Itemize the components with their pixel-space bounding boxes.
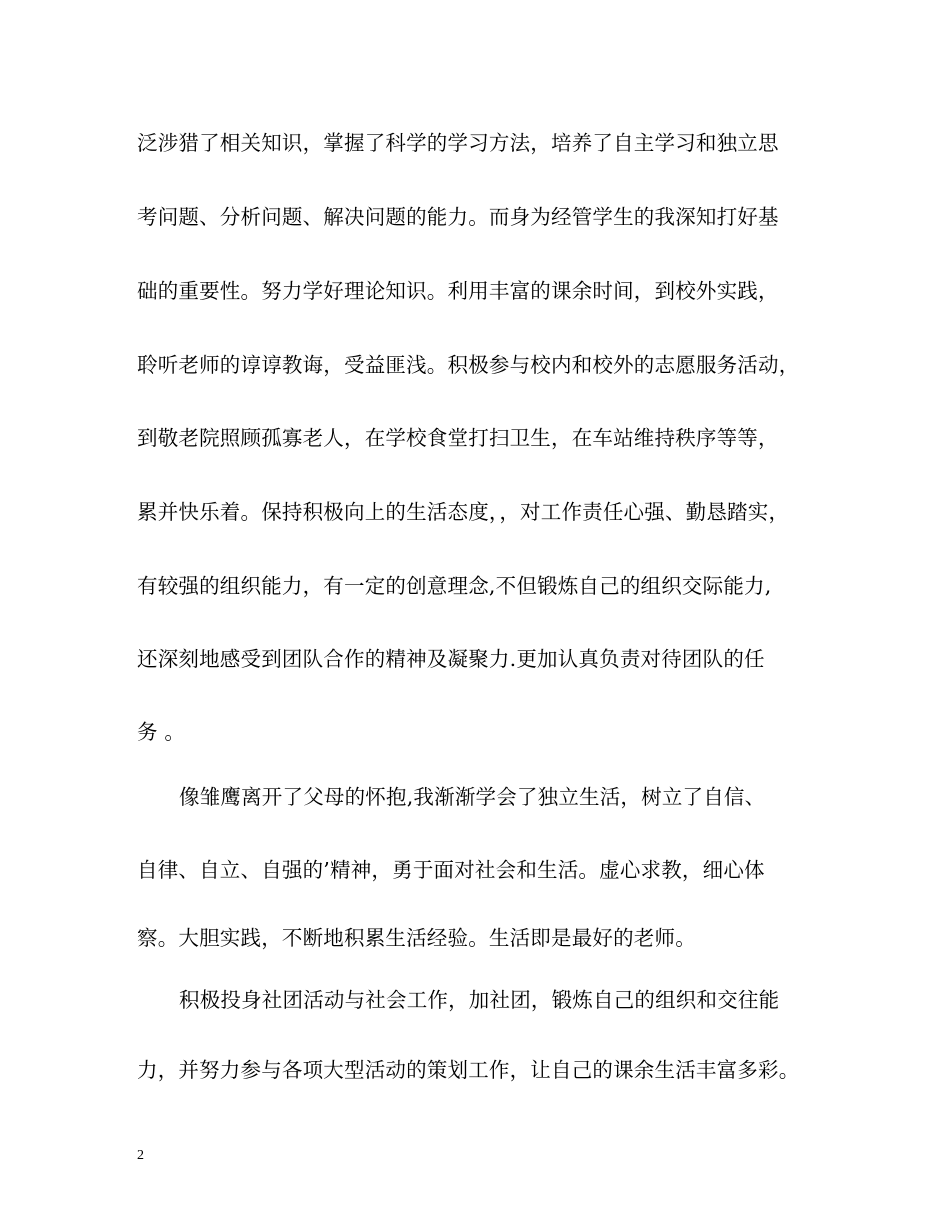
text-line: 累并快乐着。保持积极向上的生活态度，，对工作责任心强、勤恳踏实，: [137, 500, 790, 524]
text-line: 到敬老院照顾孤寡老人，在学校食堂打扫卫生，在车站维持秩序等等，: [137, 426, 779, 450]
text-line: 考问题、分析问题、解决问题的能力。而身为经管学生的我深知打好基: [137, 205, 779, 229]
text-line: 聆听老师的谆谆教诲，受益匪浅。积极参与校内和校外的志愿服务活动，: [137, 353, 800, 377]
text-line: 泛涉猎了相关知识，掌握了科学的学习方法，培养了自主学习和独立思: [137, 131, 779, 155]
text-line: 自律、自立、自强的’精神，勇于面对社会和生活。虚心求教，细心体: [137, 858, 765, 882]
text-line: 有较强的组织能力，有一定的创意理念,不但锻炼自己的组织交际能力,: [137, 574, 772, 598]
text-line: 察。大胆实践，不断地积累生活经验。生活即是最好的老师。: [137, 926, 696, 950]
text-line: 力，并努力参与各项大型活动的策划工作，让自己的课余生活丰富多彩。: [137, 1058, 800, 1082]
text-line: 础的重要性。努力学好理论知识。利用丰富的课余时间，到校外实践，: [137, 279, 779, 303]
page-number: 2: [137, 1148, 144, 1163]
paragraph-start-line: 像雏鹰离开了父母的怀抱,我渐渐学会了独立生活，树立了自信、: [179, 785, 766, 809]
text-line: 务 。: [137, 720, 186, 744]
paragraph-start-line: 积极投身社团活动与社会工作，加社团，锻炼自己的组织和交往能: [179, 988, 780, 1012]
text-line: 还深刻地感受到团队合作的精神及凝聚力.更加认真负责对待团队的任: [137, 647, 765, 671]
